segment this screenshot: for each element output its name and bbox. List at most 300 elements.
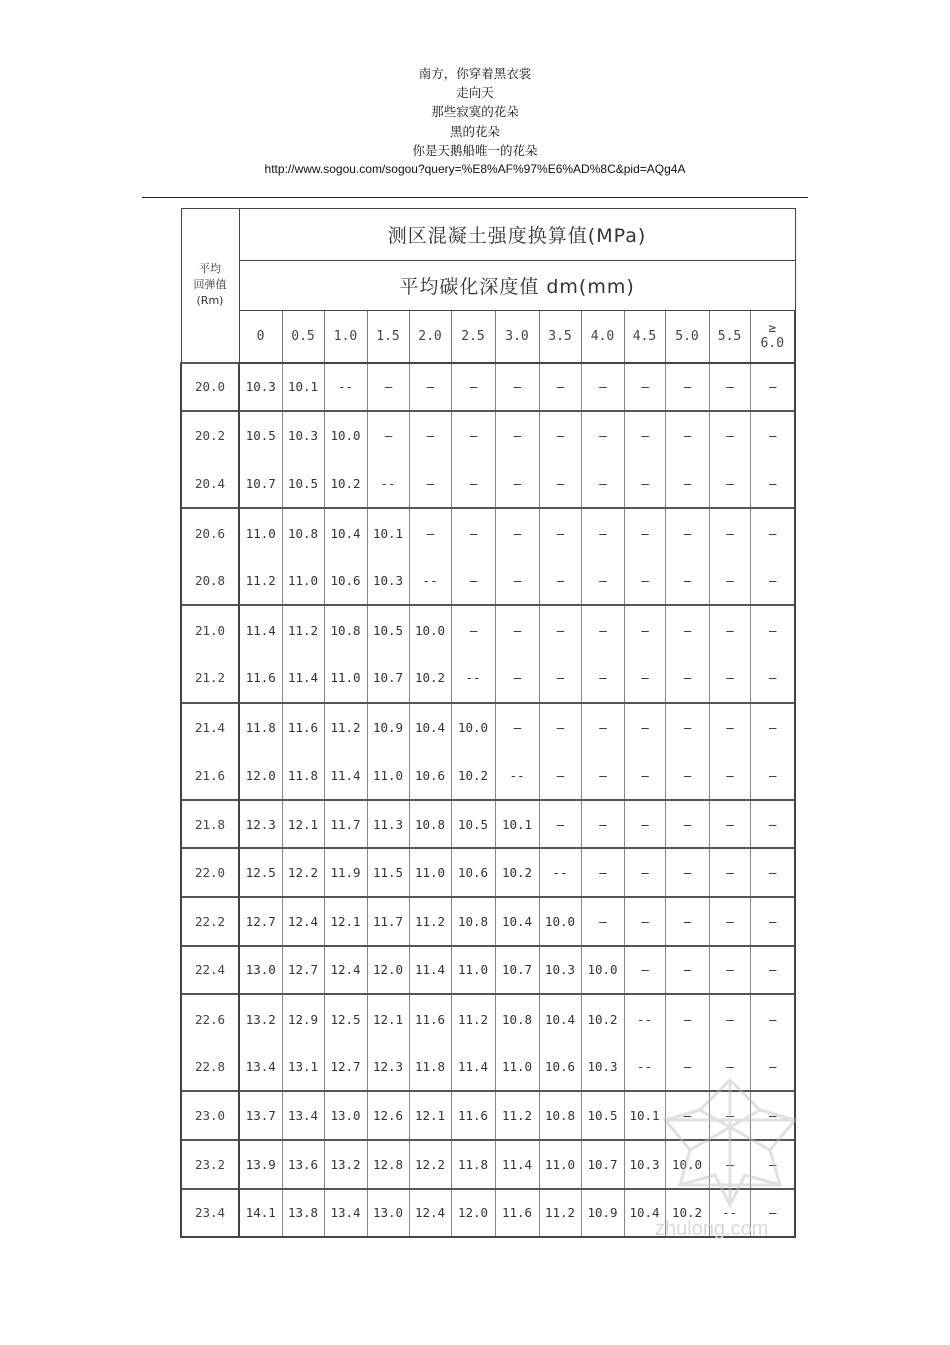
table-subtitle: 平均碳化深度值 dm(mm) xyxy=(239,261,795,311)
strength-value-cell: — xyxy=(581,848,624,897)
strength-value-cell: — xyxy=(750,946,795,995)
column-header: 2.0 xyxy=(409,311,451,363)
strength-value-cell: — xyxy=(539,605,581,654)
strength-value-cell: — xyxy=(750,703,795,752)
strength-value-cell: 10.3 xyxy=(539,946,581,995)
strength-value-cell: — xyxy=(750,654,795,703)
strength-value-cell: 11.6 xyxy=(409,994,451,1043)
strength-value-cell: 11.2 xyxy=(539,1189,581,1238)
column-header: 5.0 xyxy=(665,311,709,363)
strength-value-cell: 10.0 xyxy=(409,605,451,654)
strength-value-cell: — xyxy=(709,751,750,800)
table-row xyxy=(181,1043,795,1092)
strength-value-cell: — xyxy=(495,411,539,460)
strength-value-cell: -- xyxy=(624,1043,665,1092)
strength-value-cell: 10.4 xyxy=(495,897,539,946)
strength-value-cell: 10.2 xyxy=(581,994,624,1043)
strength-value-cell: — xyxy=(624,897,665,946)
column-header: 3.0 xyxy=(495,311,539,363)
strength-value-cell: 10.7 xyxy=(239,460,282,509)
strength-value-cell: 11.0 xyxy=(239,508,282,557)
strength-value-cell: 10.9 xyxy=(367,703,409,752)
strength-value-cell: 10.1 xyxy=(367,508,409,557)
rebound-value-cell: 23.0 xyxy=(181,1091,239,1140)
strength-value-cell: 11.2 xyxy=(239,557,282,606)
strength-value-cell: 10.5 xyxy=(282,460,324,509)
strength-value-cell: — xyxy=(539,800,581,849)
strength-value-cell: — xyxy=(624,751,665,800)
strength-value-cell: — xyxy=(665,946,709,995)
strength-value-cell: — xyxy=(539,703,581,752)
column-header: 2.5 xyxy=(451,311,495,363)
source-url[interactable]: http://www.sogou.com/sogou?query=%E8%AF%97%E6%AD%8C&pid=AQg4A xyxy=(264,162,686,177)
strength-value-cell: — xyxy=(750,994,795,1043)
strength-value-cell: 12.1 xyxy=(409,1091,451,1140)
strength-value-cell: — xyxy=(495,508,539,557)
strength-value-cell: — xyxy=(750,1140,795,1189)
strength-value-cell: — xyxy=(709,460,750,509)
strength-value-cell: -- xyxy=(324,363,367,412)
strength-value-cell: 12.4 xyxy=(282,897,324,946)
strength-value-cell: — xyxy=(451,363,495,412)
strength-value-cell: 10.0 xyxy=(324,411,367,460)
strength-value-cell: — xyxy=(709,557,750,606)
strength-value-cell: 10.6 xyxy=(409,751,451,800)
strength-value-cell: 13.4 xyxy=(239,1043,282,1092)
strength-value-cell: — xyxy=(750,897,795,946)
table-row xyxy=(181,1091,795,1140)
strength-value-cell: 13.2 xyxy=(239,994,282,1043)
strength-value-cell: 13.8 xyxy=(282,1189,324,1238)
strength-value-cell: 10.8 xyxy=(495,994,539,1043)
strength-value-cell: 12.1 xyxy=(282,800,324,849)
divider-line xyxy=(142,197,808,198)
table-row xyxy=(181,994,795,1043)
table-row xyxy=(181,703,795,752)
strength-value-cell: — xyxy=(409,363,451,412)
poem-line: 黑的花朵 xyxy=(449,123,500,139)
strength-value-cell: — xyxy=(665,848,709,897)
column-header: 4.0 xyxy=(581,311,624,363)
strength-value-cell: 10.7 xyxy=(495,946,539,995)
strength-value-cell: 10.0 xyxy=(451,703,495,752)
strength-value-cell: 10.4 xyxy=(409,703,451,752)
strength-value-cell: 13.0 xyxy=(324,1091,367,1140)
column-header: 1.5 xyxy=(367,311,409,363)
strength-value-cell: 11.7 xyxy=(324,800,367,849)
strength-value-cell: 12.0 xyxy=(239,751,282,800)
strength-value-cell: — xyxy=(750,557,795,606)
strength-value-cell: — xyxy=(750,848,795,897)
strength-value-cell: 10.1 xyxy=(624,1091,665,1140)
strength-value-cell: 11.4 xyxy=(282,654,324,703)
strength-value-cell: 12.1 xyxy=(324,897,367,946)
strength-value-cell: — xyxy=(539,460,581,509)
strength-value-cell: — xyxy=(709,508,750,557)
strength-value-cell: 12.2 xyxy=(409,1140,451,1189)
strength-value-cell: — xyxy=(624,460,665,509)
strength-value-cell: — xyxy=(581,557,624,606)
strength-value-cell: 11.0 xyxy=(451,946,495,995)
corner-label-line: 回弹值 xyxy=(193,278,227,292)
strength-value-cell: — xyxy=(709,800,750,849)
table-row xyxy=(181,897,795,946)
strength-value-cell: 11.2 xyxy=(324,703,367,752)
strength-value-cell: — xyxy=(451,411,495,460)
strength-value-cell: 10.5 xyxy=(581,1091,624,1140)
strength-value-cell: — xyxy=(624,508,665,557)
rebound-value-cell: 22.8 xyxy=(181,1043,239,1092)
strength-value-cell: 11.2 xyxy=(282,605,324,654)
rebound-value-cell: 23.4 xyxy=(181,1189,239,1238)
strength-value-cell: — xyxy=(750,411,795,460)
strength-value-cell: 13.6 xyxy=(282,1140,324,1189)
strength-value-cell: -- xyxy=(409,557,451,606)
strength-value-cell: — xyxy=(709,994,750,1043)
strength-value-cell: 11.7 xyxy=(367,897,409,946)
table-row xyxy=(181,654,795,703)
column-header xyxy=(750,311,795,363)
strength-value-cell: — xyxy=(539,654,581,703)
strength-value-cell: — xyxy=(665,605,709,654)
strength-value-cell: — xyxy=(709,605,750,654)
strength-value-cell: — xyxy=(451,508,495,557)
strength-value-cell: 13.7 xyxy=(239,1091,282,1140)
poem-block xyxy=(0,64,950,179)
strength-value-cell: 10.2 xyxy=(451,751,495,800)
strength-value-cell: -- xyxy=(367,460,409,509)
strength-value-cell: 10.5 xyxy=(239,411,282,460)
strength-value-cell: — xyxy=(409,508,451,557)
strength-value-cell: — xyxy=(750,508,795,557)
strength-value-cell: — xyxy=(750,751,795,800)
strength-value-cell: — xyxy=(581,800,624,849)
strength-value-cell: — xyxy=(750,460,795,509)
strength-table-container xyxy=(180,208,794,1228)
strength-value-cell: — xyxy=(495,654,539,703)
strength-value-cell: 11.9 xyxy=(324,848,367,897)
strength-value-cell: 10.1 xyxy=(495,800,539,849)
strength-value-cell: — xyxy=(665,751,709,800)
strength-value-cell: 12.5 xyxy=(324,994,367,1043)
rebound-value-cell: 23.2 xyxy=(181,1140,239,1189)
strength-value-cell: — xyxy=(665,994,709,1043)
strength-value-cell: 10.0 xyxy=(665,1140,709,1189)
strength-value-cell: — xyxy=(709,897,750,946)
strength-value-cell: — xyxy=(367,363,409,412)
strength-value-cell: 11.0 xyxy=(539,1140,581,1189)
strength-value-cell: 10.6 xyxy=(324,557,367,606)
strength-value-cell: — xyxy=(624,411,665,460)
strength-value-cell: — xyxy=(709,946,750,995)
strength-value-cell: 13.1 xyxy=(282,1043,324,1092)
strength-value-cell: 11.8 xyxy=(282,751,324,800)
strength-value-cell: — xyxy=(451,557,495,606)
strength-value-cell: 11.4 xyxy=(451,1043,495,1092)
rebound-value-cell: 21.2 xyxy=(181,654,239,703)
rebound-value-cell: 21.6 xyxy=(181,751,239,800)
strength-value-cell: 14.1 xyxy=(239,1189,282,1238)
strength-value-cell: 10.3 xyxy=(624,1140,665,1189)
strength-value-cell: 10.1 xyxy=(282,363,324,412)
strength-value-cell: 10.0 xyxy=(539,897,581,946)
table-row xyxy=(181,1140,795,1189)
strength-value-cell: 10.4 xyxy=(624,1189,665,1238)
strength-value-cell: 11.4 xyxy=(409,946,451,995)
strength-value-cell: — xyxy=(624,848,665,897)
strength-value-cell: 12.3 xyxy=(367,1043,409,1092)
strength-value-cell: 10.8 xyxy=(451,897,495,946)
strength-value-cell: — xyxy=(709,411,750,460)
column-header: 0.5 xyxy=(282,311,324,363)
strength-value-cell: — xyxy=(665,800,709,849)
rebound-value-cell: 21.4 xyxy=(181,703,239,752)
rebound-value-cell: 21.8 xyxy=(181,800,239,849)
rebound-value-cell: 21.0 xyxy=(181,605,239,654)
strength-value-cell: 10.3 xyxy=(282,411,324,460)
strength-value-cell: -- xyxy=(624,994,665,1043)
poem-line: 走向天 xyxy=(456,85,494,101)
rebound-value-cell: 22.4 xyxy=(181,946,239,995)
strength-value-cell: — xyxy=(495,605,539,654)
strength-value-cell: 11.4 xyxy=(495,1140,539,1189)
strength-value-cell: 10.7 xyxy=(581,1140,624,1189)
strength-value-cell: 10.9 xyxy=(581,1189,624,1238)
strength-value-cell: — xyxy=(665,1091,709,1140)
strength-value-cell: 11.6 xyxy=(451,1091,495,1140)
strength-value-cell: — xyxy=(665,557,709,606)
strength-value-cell: — xyxy=(539,411,581,460)
strength-value-cell: 10.8 xyxy=(409,800,451,849)
strength-value-cell: — xyxy=(624,654,665,703)
table-row xyxy=(181,946,795,995)
strength-value-cell: 10.3 xyxy=(367,557,409,606)
strength-value-cell: 12.0 xyxy=(451,1189,495,1238)
strength-value-cell: 12.1 xyxy=(367,994,409,1043)
strength-value-cell: 12.6 xyxy=(367,1091,409,1140)
table-row xyxy=(181,848,795,897)
rebound-value-cell: 22.6 xyxy=(181,994,239,1043)
poem-line: 那些寂寞的花朵 xyxy=(431,104,519,120)
strength-table xyxy=(180,208,796,1238)
strength-value-cell: 12.0 xyxy=(367,946,409,995)
strength-value-cell: 10.2 xyxy=(665,1189,709,1238)
strength-value-cell: -- xyxy=(709,1189,750,1238)
strength-value-cell: 11.8 xyxy=(409,1043,451,1092)
strength-value-cell: — xyxy=(539,557,581,606)
strength-value-cell: 10.8 xyxy=(539,1091,581,1140)
strength-value-cell: 12.4 xyxy=(409,1189,451,1238)
strength-value-cell: 11.0 xyxy=(409,848,451,897)
strength-value-cell: — xyxy=(665,654,709,703)
strength-value-cell: — xyxy=(539,508,581,557)
strength-value-cell: 12.5 xyxy=(239,848,282,897)
strength-value-cell: — xyxy=(624,703,665,752)
strength-value-cell: — xyxy=(709,1091,750,1140)
column-header-symbol: ≥ xyxy=(768,321,777,337)
strength-value-cell: 10.8 xyxy=(282,508,324,557)
strength-value-cell: 10.7 xyxy=(367,654,409,703)
strength-value-cell: — xyxy=(581,897,624,946)
column-header: 0 xyxy=(239,311,282,363)
strength-value-cell: — xyxy=(409,411,451,460)
poem-line: 你是天鹅船唯一的花朵 xyxy=(412,142,538,158)
strength-value-cell: — xyxy=(495,557,539,606)
strength-value-cell: 13.9 xyxy=(239,1140,282,1189)
strength-value-cell: 13.4 xyxy=(324,1189,367,1238)
strength-value-cell: — xyxy=(665,1043,709,1092)
strength-value-cell: — xyxy=(665,897,709,946)
corner-header xyxy=(181,209,239,363)
strength-value-cell: — xyxy=(581,703,624,752)
strength-value-cell: -- xyxy=(495,751,539,800)
strength-value-cell: 10.6 xyxy=(539,1043,581,1092)
strength-value-cell: — xyxy=(665,508,709,557)
strength-value-cell: 11.0 xyxy=(282,557,324,606)
strength-value-cell: 12.9 xyxy=(282,994,324,1043)
strength-value-cell: — xyxy=(709,363,750,412)
strength-value-cell: 10.2 xyxy=(409,654,451,703)
strength-value-cell: — xyxy=(451,605,495,654)
strength-value-cell: — xyxy=(624,363,665,412)
strength-value-cell: — xyxy=(539,751,581,800)
strength-value-cell: 11.4 xyxy=(324,751,367,800)
strength-value-cell: 11.2 xyxy=(495,1091,539,1140)
rebound-value-cell: 20.4 xyxy=(181,460,239,509)
strength-value-cell: 11.3 xyxy=(367,800,409,849)
strength-value-cell: — xyxy=(495,363,539,412)
strength-value-cell: — xyxy=(451,460,495,509)
column-header: 1.0 xyxy=(324,311,367,363)
strength-value-cell: 11.5 xyxy=(367,848,409,897)
watermark-text: zhulong.com xyxy=(655,1218,769,1240)
strength-value-cell: — xyxy=(665,460,709,509)
table-row xyxy=(181,508,795,557)
column-header: 3.5 xyxy=(539,311,581,363)
strength-value-cell: — xyxy=(581,460,624,509)
strength-value-cell: 10.4 xyxy=(539,994,581,1043)
strength-value-cell: — xyxy=(665,703,709,752)
strength-value-cell: -- xyxy=(451,654,495,703)
strength-value-cell: — xyxy=(495,703,539,752)
strength-value-cell: 11.8 xyxy=(239,703,282,752)
strength-value-cell: 11.6 xyxy=(282,703,324,752)
column-header: 5.5 xyxy=(709,311,750,363)
strength-value-cell: — xyxy=(581,508,624,557)
strength-value-cell: 11.2 xyxy=(451,994,495,1043)
strength-value-cell: 10.5 xyxy=(367,605,409,654)
table-row xyxy=(181,751,795,800)
strength-value-cell: — xyxy=(581,751,624,800)
poem-line: 南方，你穿着黑衣裳 xyxy=(418,66,532,81)
strength-value-cell: 11.8 xyxy=(451,1140,495,1189)
strength-value-cell: — xyxy=(665,363,709,412)
table-row xyxy=(181,363,795,412)
strength-value-cell: — xyxy=(624,557,665,606)
strength-value-cell: -- xyxy=(539,848,581,897)
table-row xyxy=(181,557,795,606)
strength-value-cell: — xyxy=(581,605,624,654)
strength-value-cell: — xyxy=(709,848,750,897)
strength-value-cell: — xyxy=(367,411,409,460)
strength-value-cell: 11.2 xyxy=(409,897,451,946)
column-header-value: 6.0 xyxy=(760,336,785,352)
strength-value-cell: — xyxy=(624,800,665,849)
strength-value-cell: 12.7 xyxy=(324,1043,367,1092)
strength-value-cell: 11.6 xyxy=(239,654,282,703)
strength-value-cell: 11.6 xyxy=(495,1189,539,1238)
strength-value-cell: 11.0 xyxy=(324,654,367,703)
strength-value-cell: — xyxy=(750,800,795,849)
strength-value-cell: 13.0 xyxy=(367,1189,409,1238)
strength-value-cell: 11.4 xyxy=(239,605,282,654)
strength-value-cell: 12.4 xyxy=(324,946,367,995)
strength-value-cell: 13.4 xyxy=(282,1091,324,1140)
strength-value-cell: 13.2 xyxy=(324,1140,367,1189)
column-header: 4.5 xyxy=(624,311,665,363)
strength-value-cell: 12.3 xyxy=(239,800,282,849)
strength-value-cell: 13.0 xyxy=(239,946,282,995)
rebound-value-cell: 20.6 xyxy=(181,508,239,557)
table-row xyxy=(181,411,795,460)
strength-value-cell: 10.4 xyxy=(324,508,367,557)
rebound-value-cell: 20.8 xyxy=(181,557,239,606)
strength-value-cell: 10.3 xyxy=(239,363,282,412)
strength-value-cell: 10.3 xyxy=(581,1043,624,1092)
strength-value-cell: 10.6 xyxy=(451,848,495,897)
strength-value-cell: 12.7 xyxy=(282,946,324,995)
strength-value-cell: — xyxy=(665,411,709,460)
strength-value-cell: — xyxy=(709,1140,750,1189)
strength-value-cell: 10.5 xyxy=(451,800,495,849)
rebound-value-cell: 22.0 xyxy=(181,848,239,897)
strength-value-cell: 12.8 xyxy=(367,1140,409,1189)
corner-label-line: 平均 xyxy=(199,262,221,276)
strength-value-cell: — xyxy=(709,1043,750,1092)
strength-value-cell: — xyxy=(750,605,795,654)
table-row xyxy=(181,800,795,849)
table-title: 测区混凝土强度换算值(MPa) xyxy=(239,209,795,261)
rebound-value-cell: 20.0 xyxy=(181,363,239,412)
strength-value-cell: — xyxy=(750,1189,795,1238)
strength-value-cell: 10.0 xyxy=(581,946,624,995)
strength-value-cell: 12.7 xyxy=(239,897,282,946)
strength-value-cell: 10.8 xyxy=(324,605,367,654)
strength-value-cell: 12.2 xyxy=(282,848,324,897)
strength-value-cell: — xyxy=(495,460,539,509)
strength-value-cell: — xyxy=(750,1043,795,1092)
strength-value-cell: 11.0 xyxy=(367,751,409,800)
strength-value-cell: 11.0 xyxy=(495,1043,539,1092)
rebound-value-cell: 20.2 xyxy=(181,411,239,460)
strength-value-cell: 10.2 xyxy=(324,460,367,509)
strength-value-cell: — xyxy=(624,946,665,995)
strength-value-cell: — xyxy=(709,654,750,703)
strength-value-cell: — xyxy=(750,1091,795,1140)
strength-value-cell: — xyxy=(750,363,795,412)
rebound-value-cell: 22.2 xyxy=(181,897,239,946)
strength-value-cell: — xyxy=(581,654,624,703)
strength-value-cell: — xyxy=(709,703,750,752)
strength-value-cell: — xyxy=(409,460,451,509)
table-row xyxy=(181,460,795,509)
corner-label-line: (Rm) xyxy=(196,294,224,308)
table-row xyxy=(181,605,795,654)
strength-value-cell: — xyxy=(581,363,624,412)
strength-value-cell: — xyxy=(624,605,665,654)
strength-value-cell: — xyxy=(581,411,624,460)
strength-value-cell: — xyxy=(539,363,581,412)
